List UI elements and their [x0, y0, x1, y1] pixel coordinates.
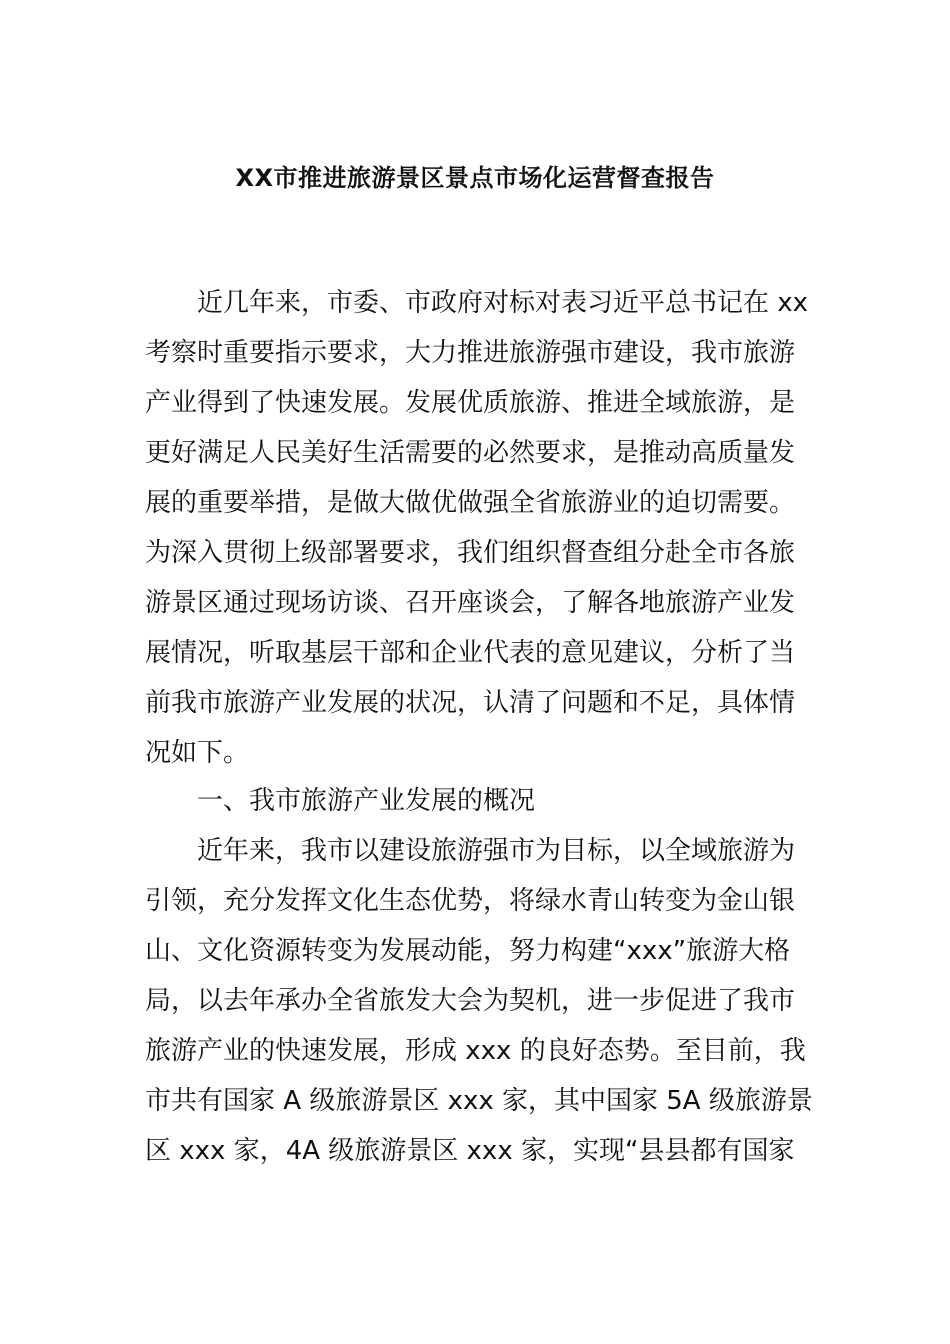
document-title: XX市推进旅游景区景点市场化运营督查报告: [235, 164, 715, 192]
paragraph-line: 前我市旅游产业发展的状况，认清了问题和不足，具体情: [145, 688, 796, 718]
paragraph-line: 产业得到了快速发展。发展优质旅游、推进全域旅游，是: [145, 388, 796, 418]
paragraph-line: 展情况，听取基层干部和企业代表的意见建议，分析了当: [145, 638, 796, 668]
paragraph-line: 引领，充分发挥文化生态优势，将绿水青山转变为金山银: [145, 886, 796, 916]
paragraph-line: 山、文化资源转变为发展动能，努力构建“xxx”旅游大格: [145, 936, 791, 966]
paragraph-line: 局，以去年承办全省旅发大会为契机，进一步促进了我市: [145, 986, 796, 1016]
paragraph-line: 近几年来，市委、市政府对标对表习近平总书记在 xx: [197, 288, 809, 318]
paragraph-line: 旅游产业的快速发展，形成 xxx 的良好态势。至目前，我: [145, 1036, 806, 1066]
paragraph-line: 况如下。: [145, 738, 250, 768]
paragraph-line: 市共有国家 A 级旅游景区 xxx 家，其中国家 5A 级旅游景: [145, 1086, 813, 1116]
paragraph-line: 区 xxx 家，4A 级旅游景区 xxx 家，实现“县县都有国家: [145, 1136, 795, 1166]
paragraph-line: 为深入贯彻上级部署要求，我们组织督查组分赴全市各旅: [145, 538, 796, 568]
paragraph-line: 考察时重要指示要求，大力推进旅游强市建设，我市旅游: [145, 338, 796, 368]
paragraph-line: 更好满足人民美好生活需要的必然要求，是推动高质量发: [145, 438, 796, 468]
paragraph-line: 游景区通过现场访谈、召开座谈会，了解各地旅游产业发: [145, 588, 796, 618]
section-heading: 一、我市旅游产业发展的概况: [197, 786, 536, 816]
paragraph-line: 展的重要举措，是做大做优做强全省旅游业的迫切需要。: [145, 488, 796, 518]
paragraph-line: 近年来，我市以建设旅游强市为目标，以全域旅游为: [197, 836, 796, 866]
